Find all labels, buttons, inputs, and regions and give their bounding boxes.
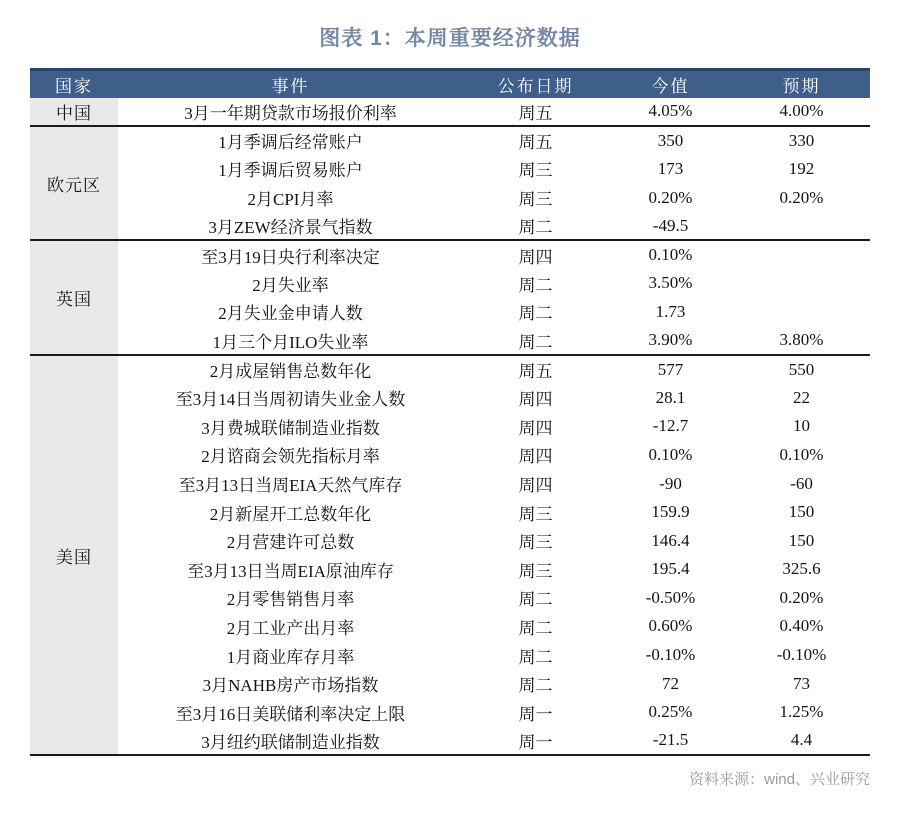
table-row [30,412,870,441]
event-cell: 2月谘商会领先指标月率 [201,447,380,467]
country-cell: 欧元区 [30,126,118,240]
header-cell-expected: 预期 [733,70,870,98]
table-row [30,555,870,584]
day-cell: 周二 [518,304,553,324]
day-cell: 周五 [518,133,553,153]
event-cell: 1月商业库存月率 [226,647,355,667]
actual-cell: 0.10% [648,444,693,464]
day-cell: 周三 [518,161,553,181]
actual-cell: 577 [657,359,684,379]
event-cell: 2月成屋销售总数年化 [209,362,372,382]
table-row [30,155,870,184]
event-cell: 2月营建许可总数 [226,533,355,553]
country-cell: 英国 [30,240,118,354]
expected-cell: 73 [793,673,810,693]
event-cell: 1月季调后经常账户 [218,133,363,153]
event-cell: 至3月14日当周初请失业金人数 [175,390,406,410]
country-cell: 中国 [30,98,118,127]
day-cell: 周四 [518,447,553,467]
event-cell: 至3月13日当周EIA原油库存 [187,561,394,581]
source-note: 资料来源：wind、兴业研究 [689,771,870,789]
actual-cell: 195.4 [651,559,690,579]
day-cell: 周五 [463,98,608,127]
table-row [30,669,870,698]
actual-cell: 1.73 [655,301,686,321]
table-row [30,698,870,727]
day-cell: 周二 [518,647,553,667]
expected-cell: 150 [788,530,815,550]
header-row [30,70,870,98]
expected-cell [733,269,870,298]
actual-cell: 146.4 [651,530,690,550]
expected-cell: 150 [788,502,815,522]
day-cell: 周二 [518,275,553,295]
header-cell-date: 公布日期 [463,70,608,98]
table-row [30,469,870,498]
day-cell: 周四 [518,418,553,438]
table-row [30,326,870,355]
header-cell-actual: 今值 [608,70,733,98]
table-row [30,212,870,241]
actual-cell: -0.50% [645,587,696,607]
expected-cell: 325.6 [782,559,821,579]
day-cell: 周二 [463,326,608,355]
day-cell: 周三 [518,190,553,210]
event-cell: 3月费城联储制造业指数 [201,418,380,438]
actual-cell: -90 [659,473,682,493]
actual-cell: 159.9 [651,502,690,522]
table-row [30,240,870,269]
event-cell: 3月一年期贷款市场报价利率 [118,98,463,127]
expected-cell: 3.80% [733,326,870,355]
actual-cell: 3.90% [608,326,733,355]
actual-cell: 350 [657,130,684,150]
expected-cell: 192 [788,158,815,178]
day-cell: 周四 [518,247,553,267]
table-row [30,727,870,756]
event-cell: 3月ZEW经济景气指数 [118,212,463,241]
table-row [30,612,870,641]
table-row [30,441,870,470]
day-cell: 周四 [518,390,553,410]
event-cell: 2月新屋开工总数年化 [209,504,372,524]
econ-table-body [30,98,870,756]
header-cell-country: 国家 [30,70,118,98]
event-cell: 2月CPI月率 [247,190,334,210]
event-cell: 至3月13日当周EIA天然气库存 [178,476,403,496]
actual-cell: 0.25% [648,702,693,722]
table-row [30,183,870,212]
day-cell: 周二 [518,590,553,610]
day-cell: 周三 [518,504,553,524]
table-row [30,584,870,613]
table-row [30,383,870,412]
table-row [30,355,870,384]
actual-cell: 0.60% [648,616,693,636]
expected-cell: 1.25% [779,702,824,722]
event-cell: 3月纽约联储制造业指数 [118,727,463,756]
table-row [30,498,870,527]
actual-cell: -12.7 [652,416,689,436]
expected-cell: 10 [793,416,810,436]
table-row [30,269,870,298]
expected-cell [733,212,870,241]
expected-cell: -60 [790,473,813,493]
actual-cell: -21.5 [608,727,733,756]
event-cell: 3月NAHB房产市场指数 [202,676,379,696]
expected-cell: 4.00% [733,98,870,127]
day-cell: 周一 [463,727,608,756]
header-cell-event: 事件 [118,70,463,98]
event-cell: 至3月16日美联储利率决定上限 [175,704,406,724]
economic-data-table [30,68,870,756]
day-cell: 周二 [463,212,608,241]
actual-cell: 0.20% [648,187,693,207]
day-cell: 周五 [518,362,553,382]
actual-cell: -0.10% [645,645,696,665]
table-row [30,526,870,555]
expected-cell [733,240,870,269]
country-cell: 美国 [30,355,118,755]
expected-cell: 0.20% [779,587,824,607]
table-row [30,126,870,155]
actual-cell: 28.1 [655,387,686,407]
event-cell: 2月零售销售月率 [226,590,355,610]
expected-cell: 0.10% [779,444,824,464]
actual-cell: 4.05% [608,98,733,127]
event-cell: 2月失业金申请人数 [218,304,363,324]
expected-cell: 4.4 [733,727,870,756]
expected-cell: 0.40% [779,616,824,636]
event-cell: 2月失业率 [252,275,329,295]
event-cell: 至3月19日央行利率决定 [201,247,380,267]
day-cell: 周二 [518,618,553,638]
event-cell: 1月季调后贸易账户 [218,161,363,181]
table-row [30,98,870,127]
day-cell: 周二 [518,676,553,696]
actual-cell: 3.50% [648,273,693,293]
day-cell: 周一 [518,704,553,724]
expected-cell: 550 [788,359,815,379]
event-cell: 1月三个月ILO失业率 [118,326,463,355]
event-cell: 2月工业产出月率 [226,618,355,638]
expected-cell: 0.20% [779,187,824,207]
day-cell: 周三 [518,561,553,581]
expected-cell [733,298,870,327]
table-row [30,641,870,670]
actual-cell: -49.5 [608,212,733,241]
table-row [30,298,870,327]
actual-cell: 72 [662,673,679,693]
day-cell: 周三 [518,533,553,553]
page-title: 图表 1：本周重要经济数据 [319,27,581,50]
expected-cell: -0.10% [776,645,827,665]
actual-cell: 173 [657,158,684,178]
day-cell: 周四 [518,476,553,496]
expected-cell: 330 [788,130,815,150]
actual-cell: 0.10% [648,245,693,265]
expected-cell: 22 [793,387,810,407]
